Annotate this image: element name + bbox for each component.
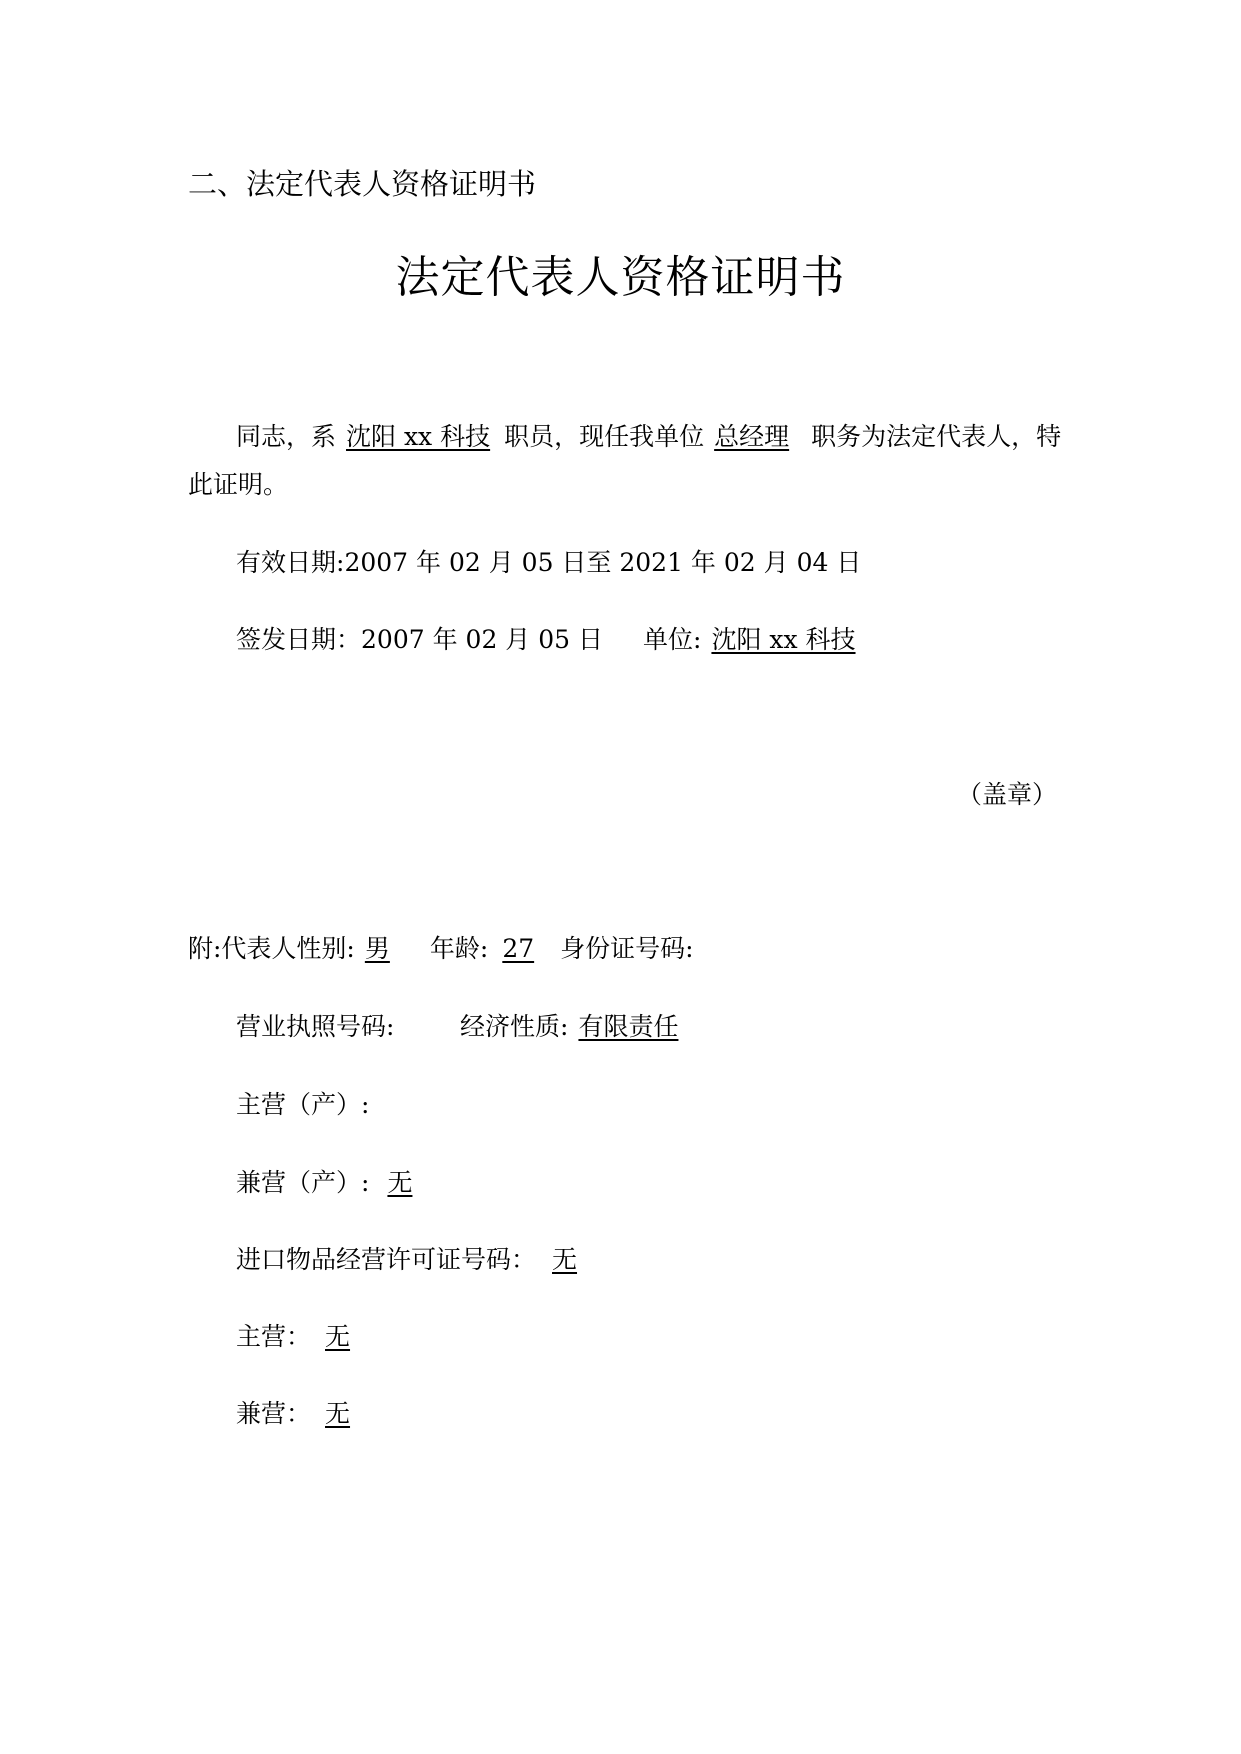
import-permit-line bbox=[236, 1245, 591, 1275]
issue-date-label: 签发日期： bbox=[236, 625, 362, 654]
economic-nature-line bbox=[460, 1012, 692, 1042]
side-value: 无 bbox=[325, 1399, 351, 1428]
import-permit-label: 进口物品经营许可证号码： bbox=[236, 1245, 537, 1274]
issuing-unit-line bbox=[643, 625, 870, 655]
side-business-label: 兼营（产）: bbox=[236, 1168, 370, 1197]
main-value: 无 bbox=[325, 1322, 351, 1351]
gender-value: 男 bbox=[364, 934, 390, 963]
license-number-label: 营业执照号码: bbox=[236, 1012, 395, 1041]
statement-mid: 职员，现任我单位 bbox=[504, 422, 705, 451]
issuing-unit-label: 单位: bbox=[643, 625, 702, 654]
gender-label: 附:代表人性别: bbox=[188, 934, 355, 963]
document-title: 法定代表人资格证明书 bbox=[395, 252, 846, 303]
appendix-line bbox=[188, 934, 694, 964]
age-value: 27 bbox=[502, 934, 535, 963]
import-permit-value: 无 bbox=[552, 1245, 578, 1274]
section-heading: 二、法定代表人资格证明书 bbox=[188, 167, 537, 201]
main-business-label: 主营（产）: bbox=[236, 1090, 370, 1119]
side-business-value: 无 bbox=[387, 1168, 413, 1197]
side-label: 兼营： bbox=[236, 1399, 312, 1428]
issue-date-line bbox=[236, 625, 603, 655]
id-number-label: 身份证号码: bbox=[560, 934, 694, 963]
statement-line-2: 此证明。 bbox=[188, 470, 289, 499]
statement-suffix: 职务为法定代表人，特 bbox=[811, 422, 1062, 451]
main-business-line bbox=[236, 1090, 369, 1120]
issuing-unit-value: 沈阳 xx 科技 bbox=[711, 625, 856, 654]
position-value: 总经理 bbox=[714, 422, 790, 451]
license-number-line bbox=[236, 1012, 394, 1042]
validity-line bbox=[236, 548, 861, 578]
age-label: 年龄: bbox=[429, 934, 489, 963]
side-line bbox=[236, 1399, 364, 1429]
employer-value: 沈阳 xx 科技 bbox=[346, 422, 491, 451]
main-label: 主营： bbox=[236, 1322, 312, 1351]
issue-date-value: 2007 年 02 月 05 日 bbox=[361, 625, 603, 654]
economic-nature-value: 有限责任 bbox=[578, 1012, 679, 1041]
main-line bbox=[236, 1322, 364, 1352]
seal-note: （盖章） bbox=[957, 780, 1058, 809]
validity-label: 有效日期: bbox=[236, 548, 345, 577]
economic-nature-label: 经济性质: bbox=[460, 1012, 569, 1041]
validity-value: 2007 年 02 月 05 日至 2021 年 02 月 04 日 bbox=[344, 548, 862, 577]
statement-prefix: 同志，系 bbox=[236, 422, 337, 451]
side-business-line bbox=[236, 1168, 426, 1198]
statement-line-1 bbox=[236, 422, 1061, 452]
